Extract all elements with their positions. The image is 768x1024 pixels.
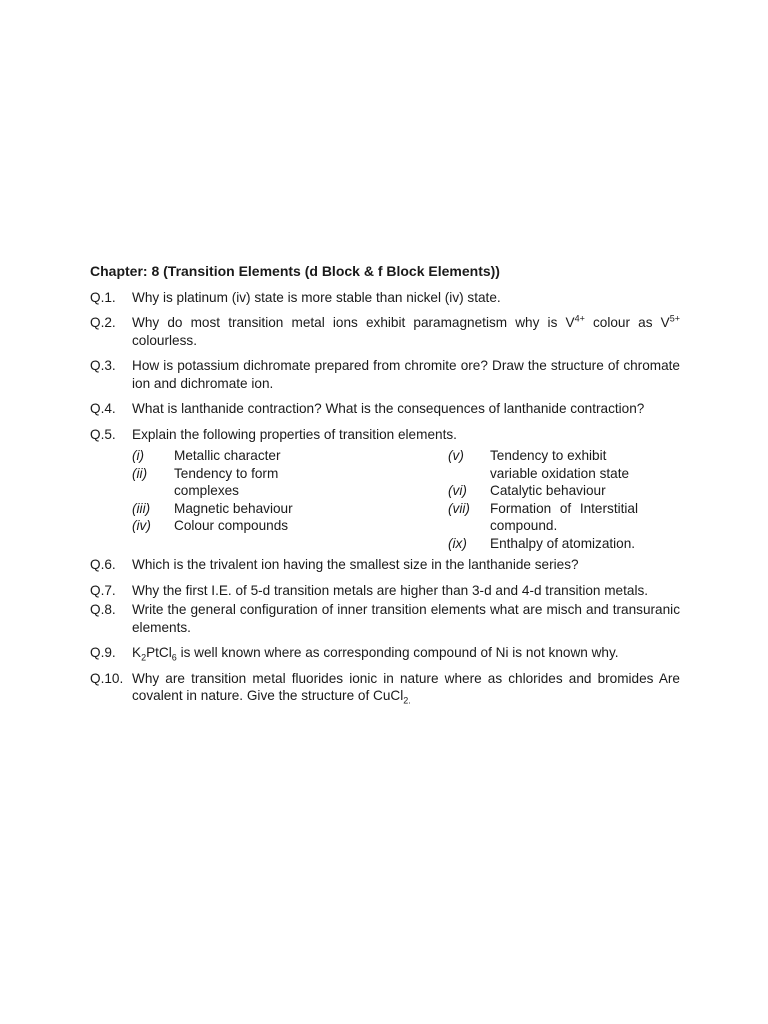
question-number: Q.3. (90, 358, 116, 373)
subscript: 2 (141, 652, 147, 663)
properties-left-column (132, 447, 448, 552)
question-number: Q.9. (90, 645, 116, 660)
property-text: Magnetic behaviour (174, 500, 293, 516)
question-item (90, 289, 680, 307)
property-text: Tendency to exhibit variable oxidation state (490, 448, 630, 481)
question-item (90, 670, 680, 705)
question-text: Why are transition metal fluorides ionic in nature where as chlorides and bromides Are covalent in nature. Give the structure of CuCl$_{2.}$ (132, 670, 680, 706)
roman-numeral: (ix) (448, 535, 467, 551)
question-number: Q.8. (90, 602, 116, 617)
property-item (132, 465, 448, 500)
question-number: Q.6. (90, 557, 116, 572)
question-text: Explain the following properties of transition elements. (132, 426, 457, 442)
subscript: 6 (171, 652, 177, 663)
question-text: How is potassium dichromate prepared from chromite ore? Draw the structure of chromate ion and dichromate ion. (132, 358, 680, 391)
property-text: Metallic character (174, 448, 281, 463)
property-text: Colour compounds (174, 518, 289, 533)
properties-right-column (448, 447, 638, 552)
superscript: 4+ (574, 313, 585, 324)
property-item (448, 447, 638, 482)
question-number: Q.5. (90, 426, 116, 442)
question-text: Why do most transition metal ions exhibit paramagnetism why is $V^{4+}$ colour as $V^{5+}$ colourless. (132, 313, 680, 348)
question-number: Q.10. (90, 670, 124, 686)
question-text: Which is the trivalent ion having the smallest size in the lanthanide series? (132, 557, 579, 572)
question-item (90, 400, 680, 418)
question-item (90, 357, 680, 392)
question-number: Q.7. (90, 582, 116, 598)
roman-numeral: (vii) (448, 500, 470, 516)
property-text: Enthalpy of atomization. (490, 535, 636, 551)
question-item (90, 582, 680, 600)
roman-numeral: (iv) (132, 518, 151, 533)
property-item (448, 500, 638, 535)
property-text: Formation of Interstitial compound. (490, 500, 638, 533)
question-text: Write the general configuration of inner transition elements what are misch and transuranic elements. (132, 602, 680, 635)
question-item (90, 644, 680, 662)
subscript: 2. (403, 695, 411, 706)
roman-numeral: (iii) (132, 500, 151, 516)
question-number: Q.4. (90, 401, 116, 416)
question-item (90, 314, 680, 349)
question-text: Why is platinum (iv) state is more stable than nickel (iv) state. (132, 289, 501, 305)
question-text: What is lanthanide contraction? What is the consequences of lanthanide contraction? (132, 401, 645, 416)
question-text: Why the first I.E. of 5-d transition metals are higher than 3-d and 4-d transition metals. (132, 582, 649, 598)
chapter-title: Chapter: 8 (Transition Elements (d Block & f Block Elements)) (90, 263, 500, 279)
property-item (448, 535, 638, 553)
worksheet-content (90, 263, 680, 713)
question-item (90, 426, 680, 444)
question-number: Q.2. (90, 315, 116, 330)
superscript: 5+ (669, 313, 680, 324)
property-text: Tendency to form complexes (174, 465, 279, 498)
property-item (132, 500, 448, 518)
question-item (90, 601, 680, 636)
property-item (448, 482, 638, 500)
property-item (132, 517, 448, 535)
property-item (132, 447, 448, 465)
question-item (90, 556, 680, 574)
question-number: Q.1. (90, 289, 116, 305)
property-text: Catalytic behaviour (490, 483, 606, 498)
question-text: $K_2PtCl_6$ is well known where as corresponding compound of Ni is not known why. (132, 645, 619, 663)
roman-numeral: (v) (448, 448, 464, 463)
properties-list (132, 447, 680, 552)
roman-numeral: (vi) (448, 483, 467, 498)
roman-numeral: (i) (132, 448, 145, 463)
roman-numeral: (ii) (132, 465, 148, 481)
